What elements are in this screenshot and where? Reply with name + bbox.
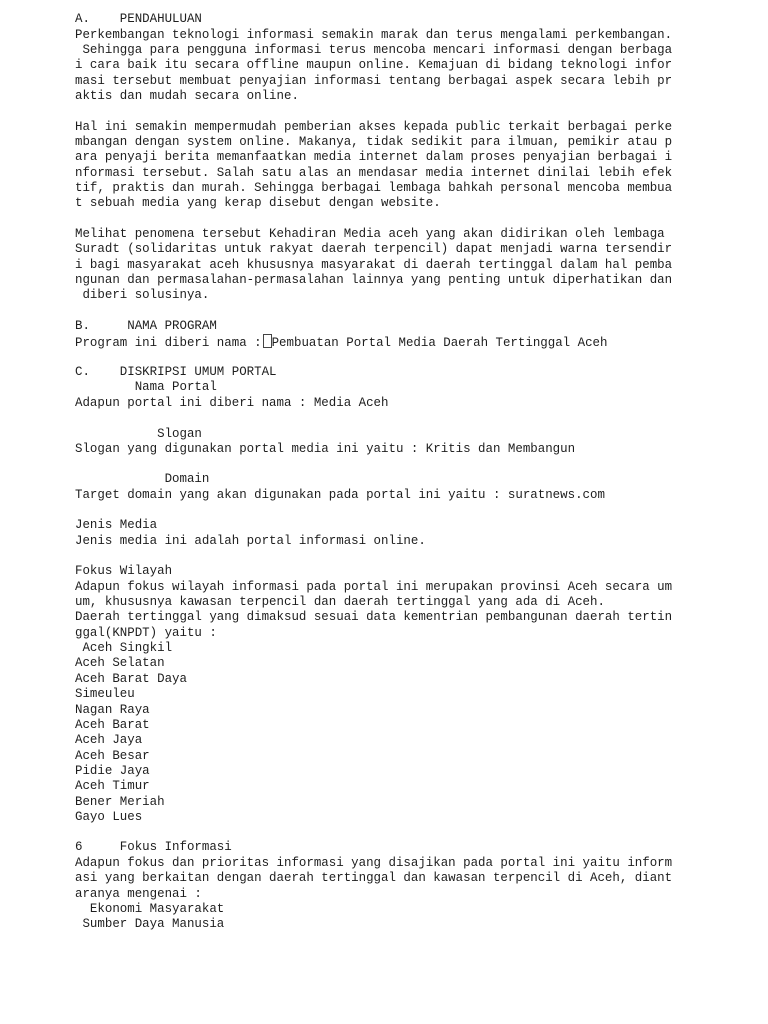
region-list-item: Aceh Singkil xyxy=(75,641,173,655)
fokus-wilayah-line: um, khususnya kawasan terpencil dan daerah tertinggal yang ada di Aceh. xyxy=(75,595,605,609)
intro-paragraph-1-line: i cara baik itu secara offline maupun online. Kemajuan di bidang teknologi infor xyxy=(75,58,673,72)
intro-paragraph-2-line: ara penyaji berita memanfaatkan media internet dalam proses penyajian berbagai i xyxy=(75,150,673,164)
jenis-media-text: Jenis media ini adalah portal informasi online. xyxy=(75,534,426,548)
section-b-heading: B. NAMA PROGRAM xyxy=(75,319,217,333)
fokus-informasi-line: asi yang berkaitan dengan daerah tertinggal dan kawasan terpencil di Aceh, diant xyxy=(75,871,673,885)
intro-paragraph-1-line: Perkembangan teknologi informasi semakin marak dan terus mengalami perkembangan. xyxy=(75,28,673,42)
section-a-heading: A. PENDAHULUAN xyxy=(75,12,202,26)
region-list-item: Simeuleu xyxy=(75,687,135,701)
fokus-wilayah-title: Fokus Wilayah xyxy=(75,564,173,578)
nama-portal-title: Nama Portal xyxy=(75,380,217,394)
missing-glyph-box xyxy=(263,334,272,348)
region-list-item: Pidie Jaya xyxy=(75,764,150,778)
intro-paragraph-3-line: Melihat penomena tersebut Kehadiran Media aceh yang akan didirikan oleh lembaga xyxy=(75,227,673,241)
region-list-item: Aceh Barat xyxy=(75,718,150,732)
fokus-wilayah-line: Daerah tertinggal yang dimaksud sesuai data kementrian pembangunan daerah tertin xyxy=(75,610,673,624)
slogan-title: Slogan xyxy=(75,427,202,441)
fokus-informasi-line: Adapun fokus dan prioritas informasi yang disajikan pada portal ini yaitu inform xyxy=(75,856,673,870)
region-list-item: Bener Meriah xyxy=(75,795,165,809)
region-list-item: Aceh Selatan xyxy=(75,656,165,670)
fokus-informasi-line: aranya mengenai : xyxy=(75,887,202,901)
region-list-item: Aceh Jaya xyxy=(75,733,143,747)
domain-title: Domain xyxy=(75,472,210,486)
fokus-informasi-title: 6 Fokus Informasi xyxy=(75,840,232,854)
domain-text: Target domain yang akan digunakan pada portal ini yaitu : suratnews.com xyxy=(75,488,605,502)
section-c-heading: C. DISKRIPSI UMUM PORTAL xyxy=(75,365,277,379)
intro-paragraph-2-line: Hal ini semakin mempermudah pemberian akses kepada public terkait berbagai perke xyxy=(75,120,673,134)
intro-paragraph-3-line: diberi solusinya. xyxy=(75,288,210,302)
intro-paragraph-3-line: i bagi masyarakat aceh khususnya masyarakat di daerah tertinggal dalam hal pemba xyxy=(75,258,673,272)
intro-paragraph-1-line: aktis dan mudah secara online. xyxy=(75,89,299,103)
topic-list-item: Ekonomi Masyarakat xyxy=(75,902,225,916)
intro-paragraph-2-line: nformasi tersebut. Salah satu alas an mendasar media internet dinilai lebih efek xyxy=(75,166,673,180)
program-name-line xyxy=(75,334,607,351)
intro-paragraph-1-line: masi tersebut membuat penyajian informasi tentang berbagai aspek secara lebih pr xyxy=(75,74,673,88)
intro-paragraph-3-line: ngunan dan permasalahan-permasalahan lainnya yang penting untuk diperhatikan dan xyxy=(75,273,673,287)
region-list-item: Aceh Timur xyxy=(75,779,150,793)
intro-paragraph-2-line: t sebuah media yang kerap disebut dengan website. xyxy=(75,196,441,210)
fokus-wilayah-line: Adapun fokus wilayah informasi pada portal ini merupakan provinsi Aceh secara um xyxy=(75,580,673,594)
region-list-item: Aceh Besar xyxy=(75,749,150,763)
program-name-value: Pembuatan Portal Media Daerah Tertinggal Aceh xyxy=(271,336,608,350)
topic-list-item: Sumber Daya Manusia xyxy=(75,917,225,931)
intro-paragraph-2-line: mbangan dengan system online. Makanya, tidak sedikit para ilmuan, pemikir atau p xyxy=(75,135,673,149)
region-list-item: Aceh Barat Daya xyxy=(75,672,187,686)
slogan-text: Slogan yang digunakan portal media ini yaitu : Kritis dan Membangun xyxy=(75,442,576,456)
region-list-item: Nagan Raya xyxy=(75,703,150,717)
region-list-item: Gayo Lues xyxy=(75,810,143,824)
intro-paragraph-3-line: Suradt (solidaritas untuk rakyat daerah terpencil) dapat menjadi warna tersendir xyxy=(75,242,673,256)
program-name-prefix: Program ini diberi nama : xyxy=(75,336,262,350)
intro-paragraph-1-line: Sehingga para pengguna informasi terus mencoba mencari informasi dengan berbaga xyxy=(75,43,673,57)
jenis-media-title: Jenis Media xyxy=(75,518,158,532)
fokus-wilayah-line: ggal(KNPDT) yaitu : xyxy=(75,626,217,640)
intro-paragraph-2-line: tif, praktis dan murah. Sehingga berbagai lembaga bahkah personal mencoba membua xyxy=(75,181,673,195)
nama-portal-text: Adapun portal ini diberi nama : Media Aceh xyxy=(75,396,389,410)
